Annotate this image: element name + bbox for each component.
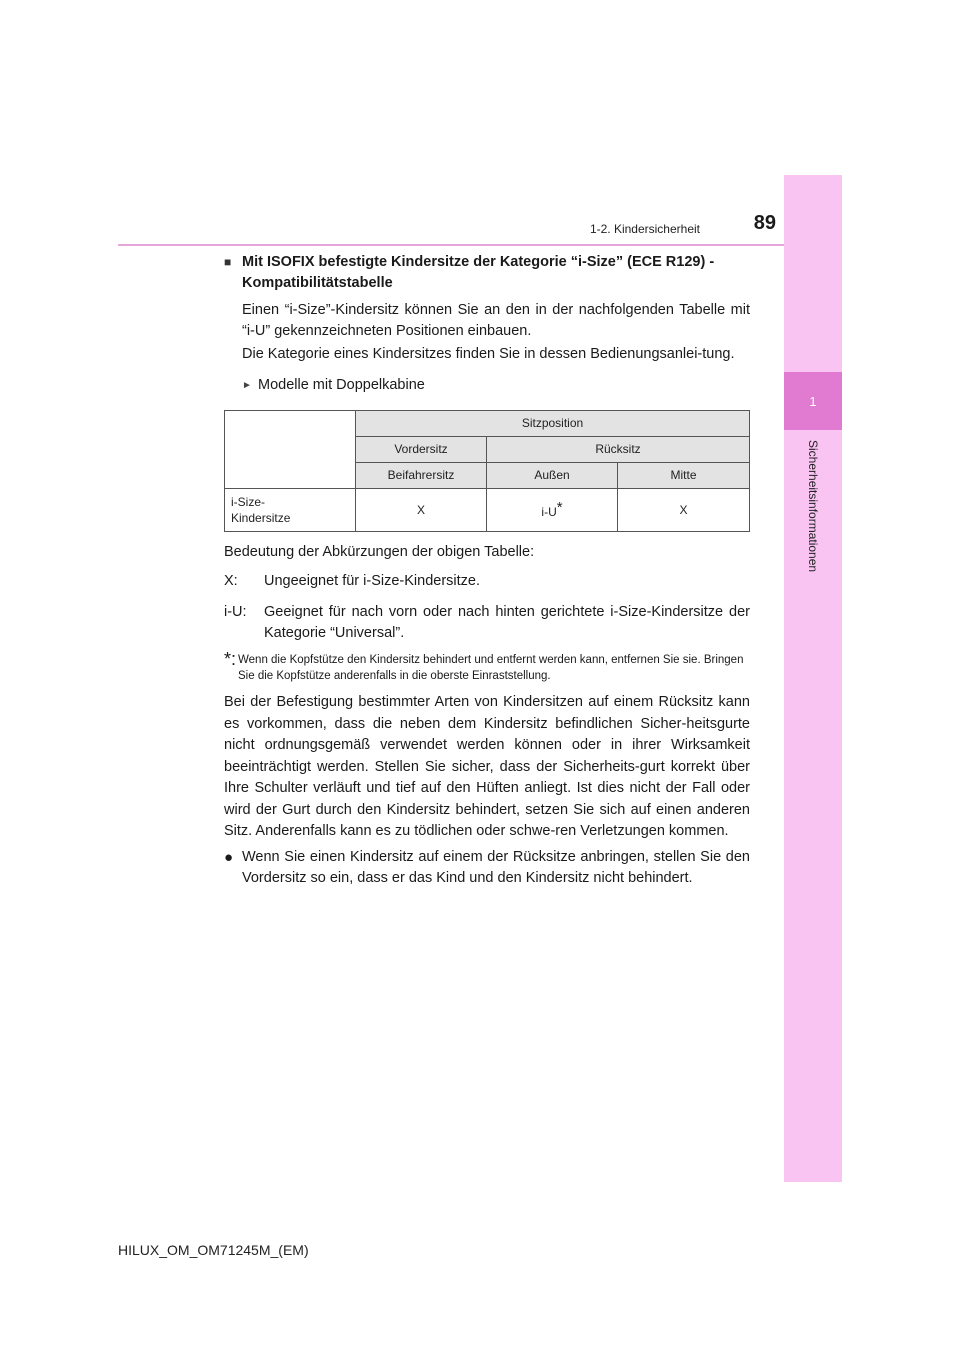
chapter-side-tab — [784, 175, 842, 1182]
footnote-text: Wenn die Kopfstütze den Kindersitz behindert und entfernt werden kann, entfernen Sie sie. Bringen Sie die Kopfstütze anderenfalls in die oberste Einraststellung. — [238, 654, 744, 682]
legend-value: Ungeeignet für i-Size-Kindersitze. — [264, 573, 480, 589]
table-row-label — [225, 489, 356, 532]
document-footer: HILUX_OM_OM71245M_(EM) — [118, 1242, 309, 1258]
compatibility-table — [224, 410, 750, 532]
bullet-dot-icon: ● — [224, 848, 234, 866]
variant-line — [242, 375, 750, 396]
page-content — [224, 252, 750, 889]
row-label-line: Kindersitze — [231, 511, 291, 525]
section-heading — [224, 252, 750, 294]
legend-value: Geeignet für nach vorn oder nach hinten gerichtete i-Size-Kindersitze der Kategorie “Universal”. — [264, 604, 750, 641]
legend-item — [224, 602, 750, 644]
section-title: 1-2. Kindersicherheit — [589, 222, 700, 236]
cell-outer-value: i-U — [541, 505, 557, 519]
legend-item — [224, 571, 750, 592]
chapter-label: Sicherheitsinformationen — [806, 440, 820, 573]
chapter-number-badge: 1 — [784, 372, 842, 430]
table-cell-passenger: X — [356, 489, 487, 532]
footnote — [224, 649, 750, 684]
square-bullet-icon: ■ — [224, 255, 232, 269]
heading-text: Mit ISOFIX befestigte Kindersitze der Kategorie “i-Size” (ECE R129) - Kompatibilitätstabelle — [242, 254, 715, 291]
legend-title: Bedeutung der Abkürzungen der obigen Tabelle: — [224, 544, 535, 560]
variant-text: Modelle mit Doppelkabine — [258, 377, 425, 393]
bullet-item — [224, 847, 750, 889]
footnote-mark: *: — [224, 649, 237, 669]
table-header-seat-position: Sitzposition — [356, 411, 750, 437]
triangle-right-icon: ► — [242, 380, 252, 391]
table-header-passenger: Beifahrersitz — [356, 463, 487, 489]
table-header-middle: Mitte — [618, 463, 750, 489]
intro-paragraph: Die Kategorie eines Kindersitzes finden Sie in dessen Bedienungsanlei-tung. — [242, 346, 735, 362]
table-cell-middle: X — [618, 489, 750, 532]
bullet-text: Wenn Sie einen Kindersitz auf einem der Rücksitze anbringen, stellen Sie den Vordersitz so ein, dass er das Kind und den Kindersitz nicht behindert. — [242, 848, 750, 886]
table-header-rear: Rücksitz — [487, 437, 750, 463]
table-corner-cell — [225, 411, 356, 489]
legend-key: X: — [224, 573, 238, 589]
footnote-star-mark: * — [556, 499, 563, 516]
table-cell-outer — [487, 489, 618, 532]
row-label-line: i-Size- — [231, 495, 266, 509]
header-divider — [118, 244, 784, 246]
page-number: 89 — [753, 212, 776, 234]
intro-paragraph: Einen “i-Size”-Kindersitz können Sie an den in der nachfolgenden Tabelle mit “i-U” gekennzeichneten Positionen einbauen. — [242, 302, 750, 339]
table-header-outer: Außen — [487, 463, 618, 489]
legend-key: i-U: — [224, 604, 247, 620]
table-header-front: Vordersitz — [356, 437, 487, 463]
warning-paragraph: Bei der Befestigung bestimmter Arten von Kindersitzen auf einem Rücksitz kann es vorkommen, dass die neben dem Kindersitz befindlichen Sicher-heitsgurte nicht ordnungsgemäß verwendet werden können oder in ihrer Wirksamkeit beeinträchtigt werden. Stellen Sie sicher, dass der Sicherheits-gurt korrekt über Ihre Schulter verläuft und tief auf den Hüften anliegt. Ist dies nicht der Fall oder wird der Gurt durch den Kindersitz behindert, setzen Sie sich auf einen anderen Sitz. Anderenfalls kann es zu tödlichen oder schwe-ren Verletzungen kommen. — [224, 694, 750, 839]
